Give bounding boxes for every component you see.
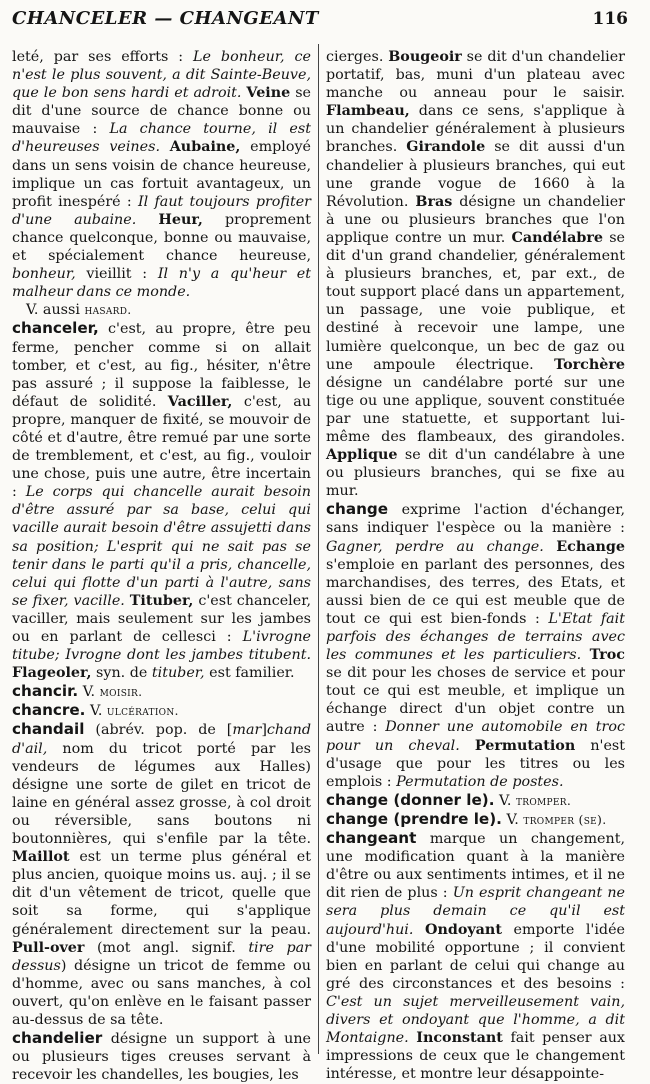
text-run: V. (494, 792, 516, 809)
text-run: fait penser aux impressions de ceux que le changement intéresse, et montre leur désappointe- (326, 1030, 625, 1083)
bold-term: Vaciller, (167, 393, 233, 410)
text-run: désigne un chandelier à une ou plusieurs branches que l'on applique contre un mur. (326, 193, 625, 246)
right-column (326, 48, 626, 1083)
text-run: V. (85, 703, 107, 720)
bold-term: Ondoyant (424, 921, 502, 938)
text-run: se dit d'un chandelier portatif, bas, muni d'un plateau avec manche ou anneau pour le saisir. (326, 49, 625, 102)
text-run: c'est, au propre, manquer de fixité, se mouvoir de côté et d'autre, être remué par une sorte de tremblement, et c'est, au fig., vouloir une chose, puis une autre, être incertain : (12, 393, 311, 501)
small-caps-ref: tromper (se). (523, 811, 607, 827)
headword: change (326, 500, 389, 519)
bold-term: Troc (589, 647, 626, 664)
italic-text: L'ivrogne titube; Ivrogne dont les jambes titubent. (12, 629, 311, 664)
bold-term: Tituber, (129, 592, 194, 609)
entry-change-prendre-le (326, 810, 625, 829)
entry-chancir (12, 682, 311, 701)
entry-change-donner-le (326, 791, 625, 810)
text-run (136, 212, 158, 228)
entry-change (326, 500, 625, 791)
small-caps-ref: hasard. (84, 302, 132, 318)
text-run: cierges. (326, 49, 389, 65)
text-run: leté, par ses efforts : (12, 49, 194, 65)
italic-text: L'Etat fait parfois des échanges de terrains avec les communes et les particuliers. (326, 610, 625, 664)
headword: changeant (326, 829, 417, 848)
text-run: s'emploie en parlant des personnes, des marchandises, des terres, des Etats, et aussi bien de ce qui est meuble que de tout ce qui est bien-fonds : (326, 556, 625, 627)
bold-term: Applique (326, 447, 398, 464)
headword: chancir. (12, 682, 79, 701)
headword: chancre. (12, 701, 86, 720)
text-run: exprime l'action d'échanger, sans indiquer l'espèce ou la manière : (326, 502, 625, 537)
italic-text: Donner une automobile en troc pour un cheval. (326, 719, 625, 754)
italic-text: mar (232, 722, 262, 739)
text-run: c'est, au propre, être peu ferme, pencher comme si on allait tomber, et c'est, au fig., hésiter, n'être pas assuré ; il suppose la faiblesse, le défaut de solidité. (12, 321, 311, 410)
bold-term: Permutation (474, 737, 576, 754)
text-run (160, 139, 170, 155)
text-run: c'est chanceler, vaciller, mais seulement sur les jambes ou en parlant de cellesci : (12, 592, 312, 645)
entry-chandail (12, 720, 311, 1029)
text-run: se dit aussi d'un chandelier à plusieurs branches, qui eut une grande vogue de 1660 à la Révolution. (326, 139, 625, 210)
bold-term: Girandole (406, 139, 486, 156)
small-caps-ref: tromper. (515, 792, 572, 808)
bold-term: Torchère (554, 356, 625, 373)
column-rule (318, 44, 319, 1054)
page-number: 116 (592, 9, 628, 29)
bold-term: Bras (415, 193, 453, 210)
text-run: désigne un candélabre porté sur une tige ou une applique, souvent constituée par une statuette, et supportant lui-même des flambeaux, des girandoles. (326, 374, 625, 445)
entry-chancre (12, 701, 311, 720)
left-column (12, 48, 312, 1084)
cross-reference (12, 301, 311, 319)
italic-text: C'est un sujet merveilleusement vain, divers et ondoyant que l'homme, a dit Montaigne. (326, 993, 625, 1047)
text-run: marque un changement, une modification quant à la manière d'être ou aux sentiments intimes, et il ne dit rien de plus : (326, 831, 625, 902)
italic-text: Le corps qui chancelle aurait besoin d'être assuré par sa base, celui qui vacille aurait besoin d'être assujetti dans sa position; L'esprit qui ne sait pas se tenir dans le parti qu'il a pris, chancelle, celui qui flotte d'un parti à l'autre, sans se fixer, vacille. (12, 484, 311, 609)
headword: chandail (12, 720, 85, 739)
bold-term: Candélabre (511, 229, 603, 246)
text-run: désigne un support à une ou plusieurs tiges creuses servant à recevoir les chandelles, les bougies, les (12, 1031, 311, 1084)
headword: chanceler, (12, 319, 99, 338)
italic-text: Il faut toujours profiter d'une aubaine. (12, 193, 311, 228)
bold-term: Bougeoir (388, 49, 462, 65)
bold-term: Pull-over (12, 939, 85, 956)
text-run: ) désigne un tricot de femme ou d'homme, avec ou sans manches, à col ouvert, qu'on enlève en le faisant passer au-dessus de sa tête. (12, 957, 311, 1028)
small-caps-ref: moisir. (99, 684, 143, 700)
headword: change (donner le). (326, 790, 495, 809)
entry-chanceler (12, 319, 311, 682)
bold-term: Maillot (12, 849, 70, 866)
italic-text: La chance tourne, il est d'heureuses veines. (12, 121, 311, 156)
bold-term: Veine (246, 85, 291, 102)
running-head: CHANCELER — CHANGEANT (12, 8, 319, 29)
text-run: employé dans un sens voisin de chance heureuse, implique un cas fortuit avantageux, un profit inespéré : (12, 139, 311, 210)
text-run: est un terme plus général et plus ancien, quoique moins us. auj. ; il se dit d'un vêtement de tricot, quelle que soit sa forme, qui s'applique généralement directement sur la peau. (12, 849, 311, 938)
text-run: ] (261, 722, 267, 739)
italic-text: Il n'y a qu'heur et malheur dans ce monde. (12, 266, 311, 301)
text-run: se dit d'un candélabre à une ou plusieurs branches, qui se fixe au mur. (326, 447, 625, 500)
text-run: se dit pour les choses de service et pour tout ce qui est meuble, et implique un échange direct d'un objet contre un autre : (326, 665, 625, 736)
text-run (413, 922, 425, 938)
italic-text: Le bonheur, ce n'est le plus souvent, a dit Sainte-Beuve, que le bon sens hardi et adroit. (12, 49, 311, 102)
text-run: V. (501, 811, 524, 828)
text-run: V. (78, 684, 100, 701)
text-columns (12, 48, 638, 1084)
text-run: est familier. (204, 665, 295, 682)
bold-term: Flageoler, (12, 665, 92, 682)
bold-term: Heur, (158, 211, 203, 228)
bold-term: Echange (556, 538, 626, 555)
italic-text: chand d'ail, (12, 722, 311, 757)
text-run: (mot angl. signif. (84, 939, 249, 956)
bold-term: Flambeau, (326, 103, 410, 120)
text-run (460, 738, 475, 754)
text-run: vieillit : (75, 266, 158, 283)
bold-term: Aubaine, (169, 139, 241, 156)
entry-changeant (326, 829, 625, 1083)
entry-continuation (12, 48, 311, 301)
bold-term: Inconstant (416, 1030, 503, 1047)
text-run: syn. de (91, 665, 152, 682)
text-run (544, 539, 557, 555)
entry-continuation (326, 48, 625, 500)
italic-text: bonheur, (12, 266, 76, 283)
text-run: (abrév. pop. de [ (84, 722, 233, 739)
text-run: n'est d'usage que pour les titres ou les emplois : (326, 737, 625, 790)
headword: chandelier (12, 1029, 103, 1048)
italic-text: tituber, (151, 665, 205, 682)
text-run: se dit d'un grand chandelier, généralement à plusieurs branches, et, par ext., de tout support placé dans un appartement, un passage, une voie publique, et destiné à recevoir une lampe, une lumière quelconque, un bec de gaz ou une ampoule électrique. (326, 229, 626, 373)
italic-text: Permutation de postes. (396, 773, 564, 790)
text-run: proprement chance quelconque, bonne ou mauvaise, et spécialement chance heureuse, (12, 211, 312, 265)
text-run: se dit d'une source de chance bonne ou mauvaise : (12, 85, 311, 138)
italic-text: Un esprit changeant ne sera plus demain ce qu'il est aujourd'hui. (326, 885, 626, 938)
italic-text: tire par dessus (12, 939, 311, 974)
text-run: nom du tricot porté par les vendeurs de légumes aux Halles) désigne une sorte de gilet en tricot de laine en général assez grosse, à col droit ou réversible, sans boutons ni boutonnières, qui s'enfile par la tête. (12, 740, 311, 848)
page-header (12, 8, 638, 34)
italic-text: Gagner, perdre au change. (326, 538, 544, 555)
text-run: dans ce sens, s'applique à un chandelier généralement à plusieurs branches. (326, 103, 625, 156)
text-run (581, 647, 589, 663)
text-run: V. aussi (26, 302, 85, 319)
text-run: emporte l'idée d'une mobilité opportune ; il convient bien en parlant de celui qui change au gré des circonstances et des besoins : (326, 921, 625, 992)
entry-chandelier (12, 1029, 311, 1084)
small-caps-ref: ulcération. (106, 703, 179, 719)
headword: change (prendre le). (326, 809, 502, 828)
